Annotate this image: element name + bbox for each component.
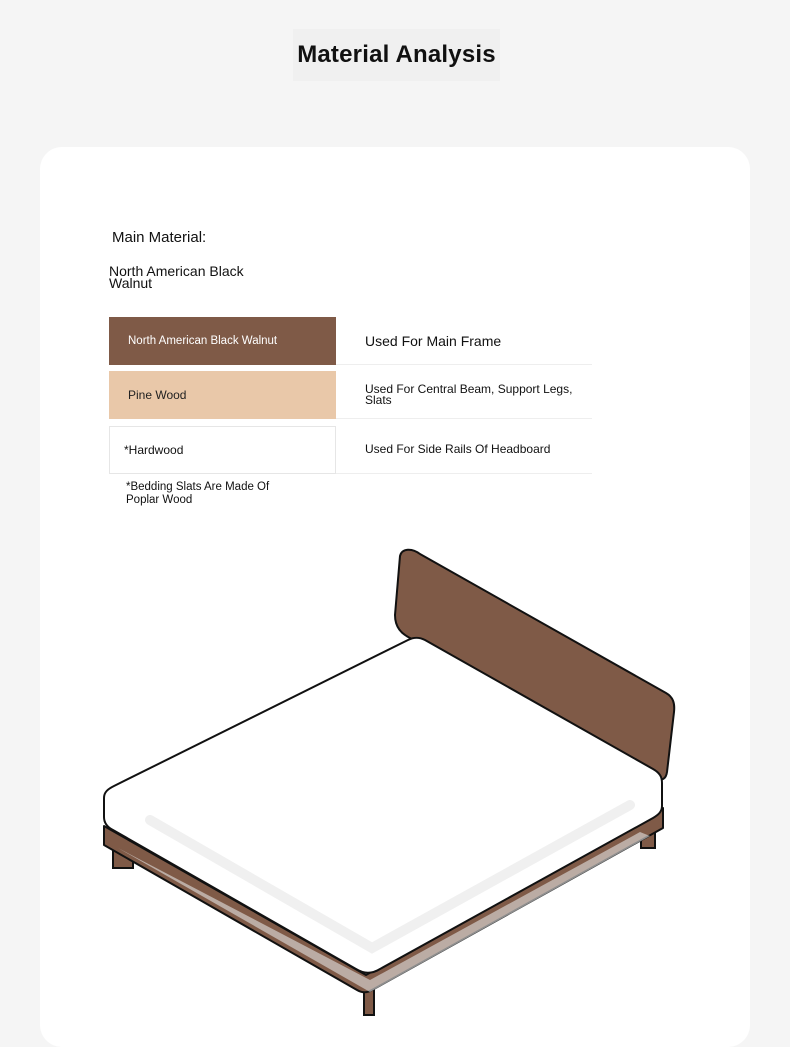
footnote: *Bedding Slats Are Made Of Poplar Wood (126, 481, 270, 506)
main-material-label: Main Material: (112, 229, 207, 246)
material-swatch-pine: Pine Wood (109, 371, 336, 419)
page-title: Material Analysis (297, 41, 496, 68)
material-usage-pine: Used For Central Beam, Support Legs, Slats (336, 371, 592, 419)
material-usage-walnut: Used For Main Frame (336, 317, 592, 365)
material-swatch-hardwood: *Hardwood (109, 426, 336, 474)
material-swatch-walnut: North American Black Walnut (109, 317, 336, 365)
material-usage-hardwood: Used For Side Rails Of Headboard (336, 426, 592, 474)
main-material-value: North American Black Walnut (109, 263, 244, 291)
